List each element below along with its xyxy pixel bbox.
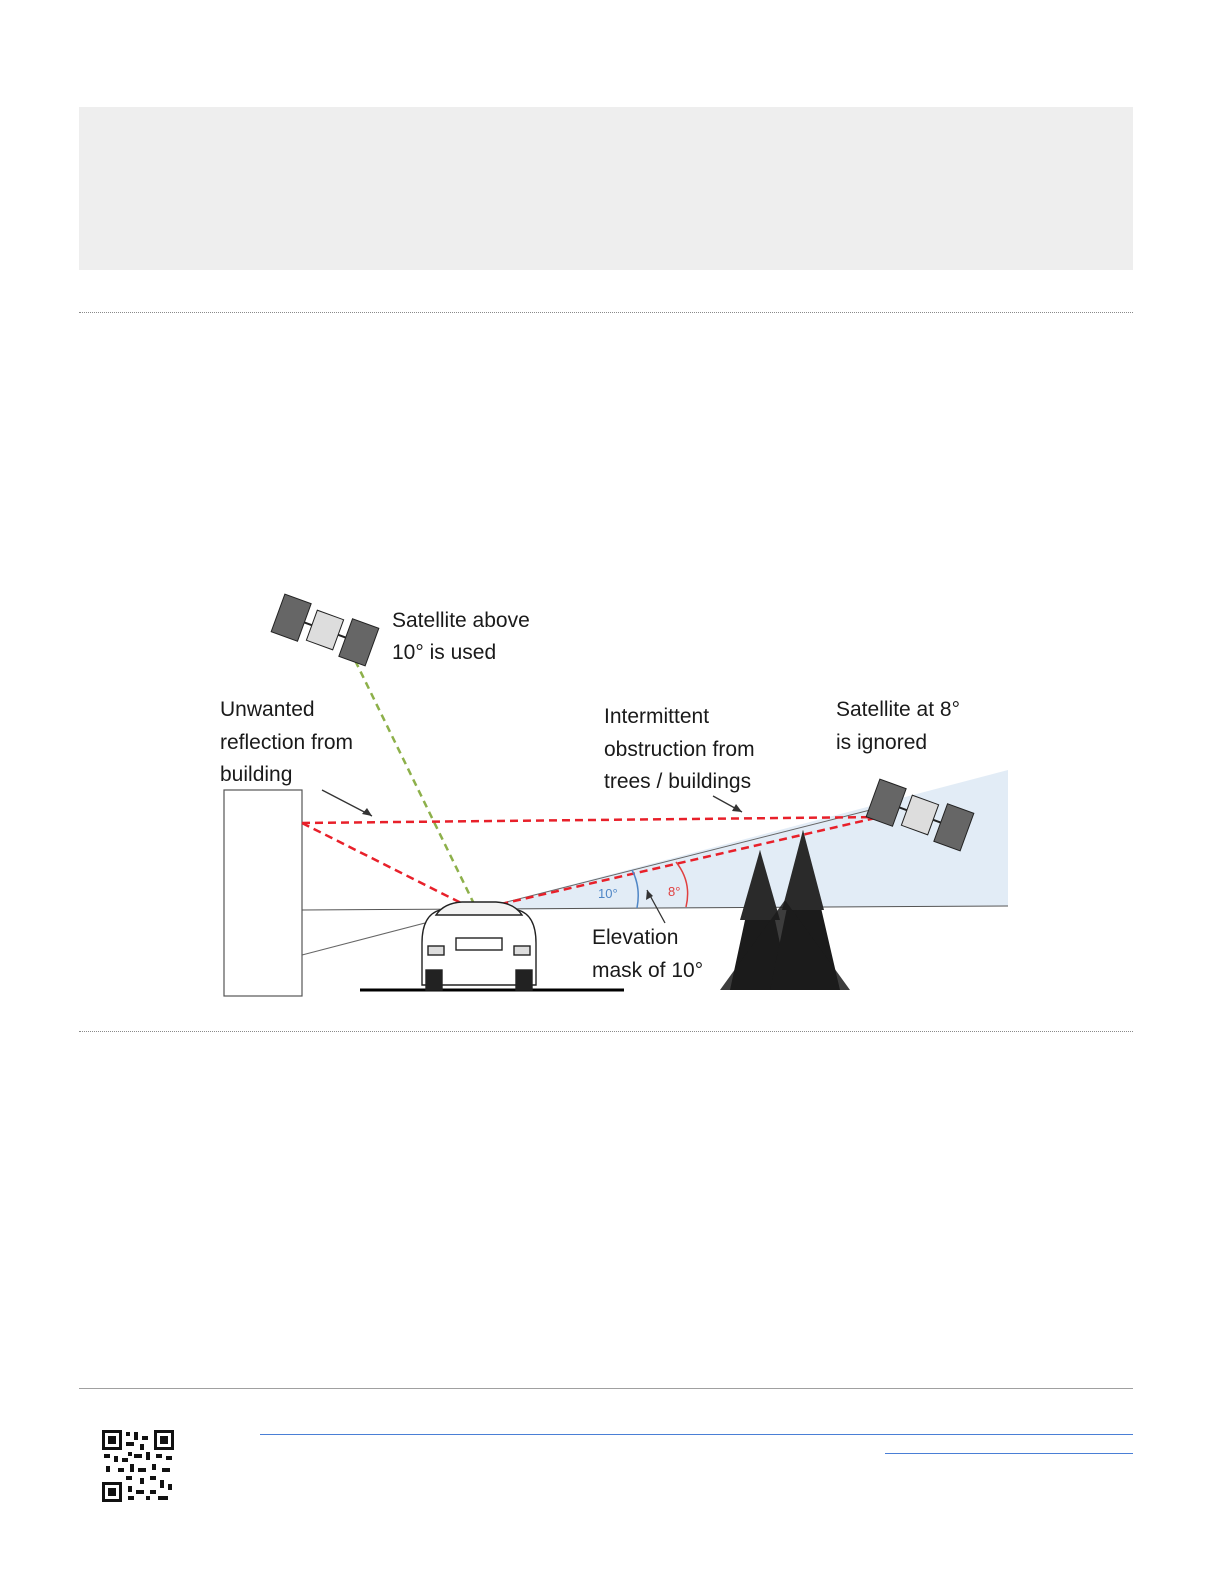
label-obstruction-2: obstruction from (604, 738, 755, 761)
label-reflection-2: reflection from (220, 731, 354, 754)
car (422, 902, 536, 990)
note-box (79, 107, 1133, 270)
label-sat-ignored-2: is ignored (836, 731, 928, 754)
footer-link-underline-1[interactable] (260, 1434, 1133, 1435)
qr-code (100, 1428, 176, 1504)
label-mask-2: mask of 10° (592, 959, 704, 982)
label-mask-1: Elevation (592, 926, 679, 949)
footer-rule (79, 1388, 1133, 1389)
section-divider-bottom (79, 1031, 1133, 1032)
label-sat-used-2: 10° is used (392, 641, 497, 664)
label-obstruction-3: trees / buildings (604, 770, 752, 793)
label-reflection-1: Unwanted (220, 698, 315, 721)
satellite-used-icon (271, 594, 379, 666)
used-signal-line (350, 650, 477, 910)
reflection-line-bottom (302, 823, 475, 910)
section-divider-top (79, 312, 1133, 313)
elevation-mask-figure (200, 560, 1020, 1010)
reflection-line-top (302, 817, 880, 823)
label-obstruction-1: Intermittent (604, 705, 710, 728)
angle-label-red: 8° (668, 884, 681, 899)
footer-link-underline-2[interactable] (885, 1453, 1133, 1454)
angle-label-blue: 10° (598, 886, 618, 901)
building (224, 790, 302, 996)
label-reflection-3: building (220, 763, 293, 786)
label-sat-ignored-1: Satellite at 8° (836, 698, 960, 721)
label-sat-used-1: Satellite above (392, 609, 530, 632)
